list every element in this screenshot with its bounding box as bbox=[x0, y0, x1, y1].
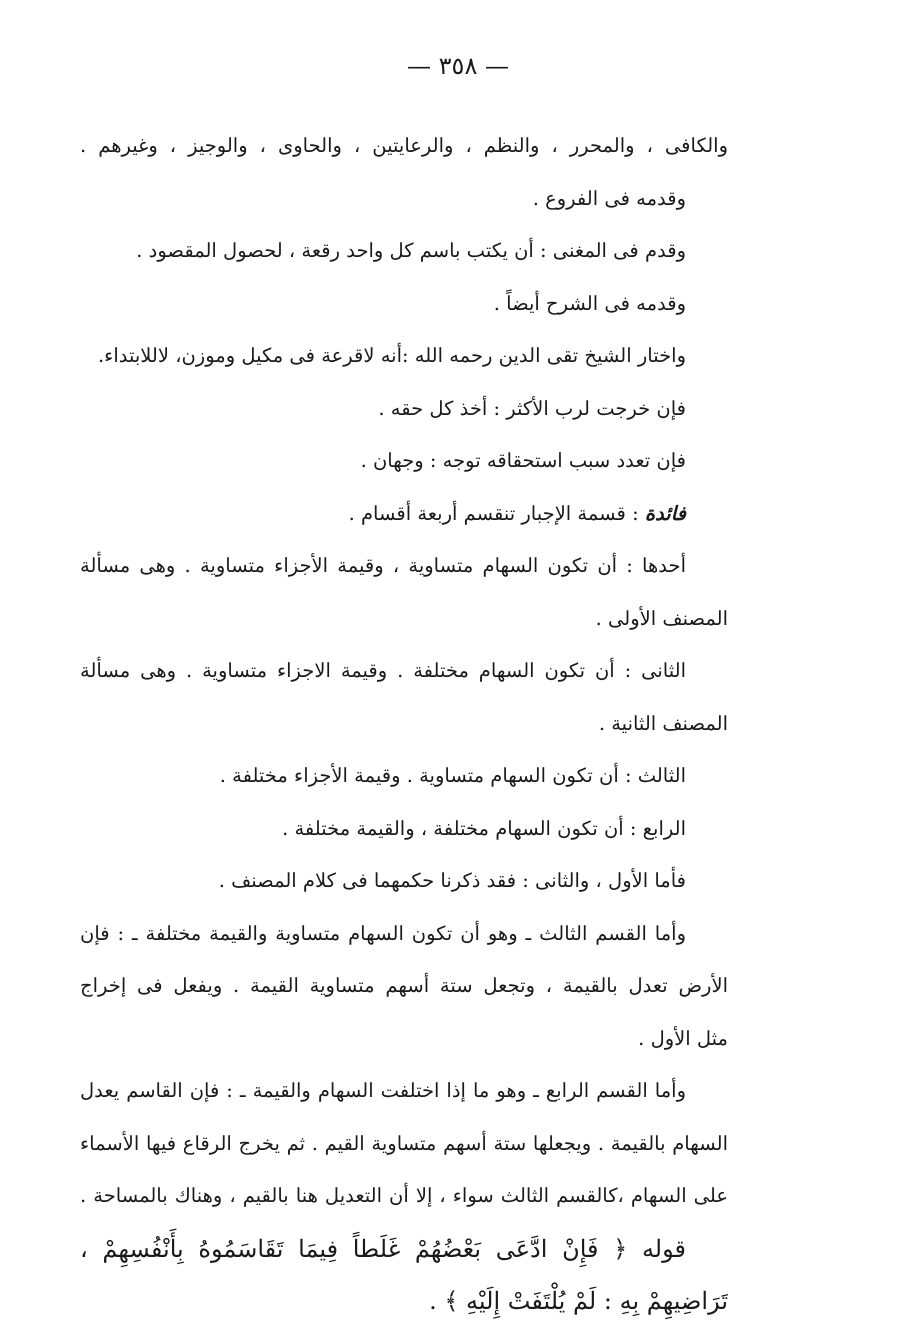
text-body bbox=[80, 120, 728, 1328]
text-line: أحدها : أن تكون السهام متساوية ، وقيمة الأجزاء متساوية . وهى مسألة bbox=[80, 554, 686, 577]
text-line: الأرض تعدل بالقيمة ، وتجعل ستة أسهم متساوية القيمة . ويفعل فى إخراج bbox=[80, 974, 728, 997]
text-line: وقدمه فى الفروع . bbox=[532, 186, 686, 210]
text-line: على السهام ،كالقسم الثالث سواء ، إلا أن التعديل هنا بالقيم ، وهناك بالمساحة . bbox=[80, 1184, 728, 1207]
quran-quote-line: تَرَاضِيهِمْ بِهِ : لَمْ يُلْتَفَتْ إِلَيْهِ ﴾ . bbox=[429, 1287, 728, 1315]
text-line: وقدمه فى الشرح أيضاً . bbox=[493, 291, 686, 315]
text-line: فإن خرجت لرب الأكثر : أخذ كل حقه . bbox=[378, 396, 686, 420]
text-line: فأما الأول ، والثانى : فقد ذكرنا حكمهما فى كلام المصنف . bbox=[218, 869, 686, 892]
faida-text: : قسمة الإجبار تنقسم أربعة أقسام . bbox=[348, 501, 645, 525]
text-line: السهام بالقيمة . ويجعلها ستة أسهم متساوية القيم . ثم يخرج الرقاع فيها الأسماء bbox=[80, 1131, 728, 1155]
text-line: الثالث : أن تكون السهام متساوية . وقيمة الأجزاء مختلفة . bbox=[219, 764, 686, 787]
faida-line bbox=[80, 488, 728, 541]
text-line: الثانى : أن تكون السهام مختلفة . وقيمة الاجزاء متساوية . وهى مسألة bbox=[80, 659, 686, 682]
text-line: وأما القسم الرابع ـ وهو ما إذا اختلفت السهام والقيمة ـ : فإن القاسم يعدل bbox=[80, 1079, 686, 1102]
text-line: وقدم فى المغنى : أن يكتب باسم كل واحد رقعة ، لحصول المقصود . bbox=[136, 239, 686, 262]
text-line: المصنف الثانية . bbox=[598, 711, 728, 735]
text-line: واختار الشيخ تقى الدين رحمه الله :أنه لاقرعة فى مكيل وموزن، لاللابتداء. bbox=[97, 344, 686, 367]
text-line: مثل الأول . bbox=[638, 1026, 728, 1050]
quran-quote-line: قوله ﴿ فَإِنْ ادَّعَى بَعْضُهُمْ غَلَطاً فِيمَا تَقَاسَمُوهُ بِأَنْفُسِهِمْ ، bbox=[80, 1234, 686, 1263]
text-line: المصنف الأولى . bbox=[595, 606, 728, 630]
text-line: الرابع : أن تكون السهام مختلفة ، والقيمة مختلفة . bbox=[282, 816, 686, 840]
page-number: — ٣٥٨ — bbox=[407, 52, 509, 80]
text-line: وأما القسم الثالث ـ وهو أن تكون السهام متساوية والقيمة مختلفة ـ : فإن bbox=[80, 921, 686, 945]
text-line: فإن تعدد سبب استحقاقه توجه : وجهان . bbox=[360, 449, 686, 472]
text-line: والكافى ، والمحرر ، والنظم ، والرعايتين ، والحاوى ، والوجيز ، وغيرهم . bbox=[80, 134, 728, 157]
faida-label: فائدة bbox=[644, 501, 686, 525]
